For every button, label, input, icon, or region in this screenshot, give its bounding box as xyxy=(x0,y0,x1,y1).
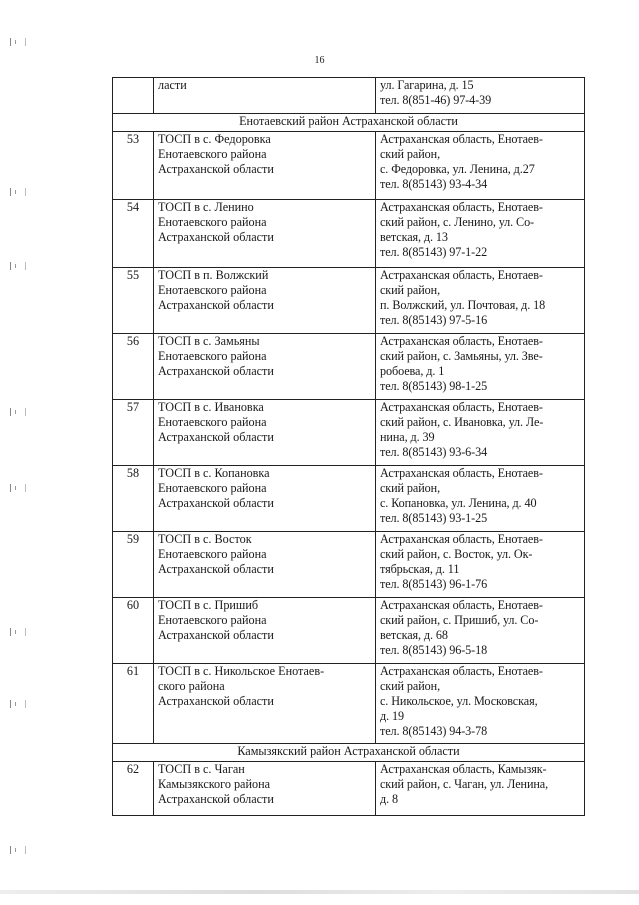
page-number: 16 xyxy=(314,55,325,66)
office-address xyxy=(376,598,585,664)
row-number: 55 xyxy=(113,268,154,334)
office-address-line: Астраханская область, Енотаев- xyxy=(380,532,543,546)
section-title: Енотаевский район Астраханской области xyxy=(113,114,585,132)
office-address-line: ский район, с. Замьяны, ул. Зве- xyxy=(380,349,543,363)
office-address xyxy=(376,334,585,400)
office-address xyxy=(376,268,585,334)
office-name-line: ского района xyxy=(158,679,225,693)
scan-edge xyxy=(0,890,639,894)
office-address-line: тел. 8(85143) 97-1-22 xyxy=(380,245,488,259)
row-number: 53 xyxy=(113,132,154,200)
office-address-line: с. Никольское, ул. Московская, xyxy=(380,694,538,708)
office-name-line: Астраханской области xyxy=(158,430,274,444)
table-row xyxy=(113,532,585,598)
office-name-line: ТОСП в п. Волжский xyxy=(158,268,269,282)
office-name-line: ТОСП в с. Копановка xyxy=(158,466,270,480)
scan-mark xyxy=(10,188,26,196)
office-address-line: тел. 8(85143) 93-4-34 xyxy=(380,177,488,191)
row-number: 57 xyxy=(113,400,154,466)
office-address-line: ул. Гагарина, д. 15 xyxy=(380,78,474,92)
office-address-line: тел. 8(85143) 93-6-34 xyxy=(380,445,488,459)
office-name-line: Енотаевского района xyxy=(158,613,267,627)
office-name-line: Астраханской области xyxy=(158,162,274,176)
office-address-line: ский район, xyxy=(380,679,441,693)
office-address-line: Астраханская область, Енотаев- xyxy=(380,598,543,612)
row-number: 59 xyxy=(113,532,154,598)
office-name-line: Енотаевского района xyxy=(158,415,267,429)
office-name-line: Астраханской области xyxy=(158,694,274,708)
office-name-line: Енотаевского района xyxy=(158,215,267,229)
office-address-line: ский район, с. Восток, ул. Ок- xyxy=(380,547,533,561)
office-address-line: тел. 8(85143) 96-5-18 xyxy=(380,643,488,657)
office-address-line: робоева, д. 1 xyxy=(380,364,445,378)
office-name-line: Камызякского района xyxy=(158,777,271,791)
scan-mark xyxy=(10,38,26,46)
office-name-line: ТОСП в с. Пришиб xyxy=(158,598,259,612)
table-row xyxy=(113,400,585,466)
office-address-line: ский район, с. Чаган, ул. Ленина, xyxy=(380,777,549,791)
office-name xyxy=(154,268,376,334)
section-row xyxy=(113,114,585,132)
scan-mark xyxy=(10,700,26,708)
office-name-line: Енотаевского района xyxy=(158,481,267,495)
office-name-line: ТОСП в с. Федоровка xyxy=(158,132,271,146)
office-address xyxy=(376,532,585,598)
scan-mark xyxy=(10,484,26,492)
office-address-line: ский район, с. Ленино, ул. Со- xyxy=(380,215,535,229)
offices-table xyxy=(112,77,585,816)
table-row xyxy=(113,762,585,816)
scan-mark xyxy=(10,408,26,416)
office-address-line: ский район, xyxy=(380,283,441,297)
office-address-line: ветская, д. 68 xyxy=(380,628,448,642)
office-address xyxy=(376,762,585,816)
office-address-line: Астраханская область, Енотаев- xyxy=(380,132,543,146)
office-address-line: Астраханская область, Енотаев- xyxy=(380,664,543,678)
office-name-line: ТОСП в с. Ленино xyxy=(158,200,254,214)
office-name xyxy=(154,132,376,200)
office-address xyxy=(376,466,585,532)
row-number: 62 xyxy=(113,762,154,816)
office-name-line: Астраханской области xyxy=(158,496,274,510)
office-name xyxy=(154,200,376,268)
table-row xyxy=(113,268,585,334)
office-address-line: тел. 8(85143) 97-5-16 xyxy=(380,313,488,327)
office-name-line: Астраханской области xyxy=(158,230,274,244)
office-address xyxy=(376,664,585,744)
office-address-line: Астраханская область, Камызяк- xyxy=(380,762,547,776)
office-name-line: Енотаевского района xyxy=(158,147,267,161)
office-address-line: тел. 8(85143) 96-1-76 xyxy=(380,577,488,591)
row-number: 58 xyxy=(113,466,154,532)
office-address xyxy=(376,78,585,114)
office-name-line: ласти xyxy=(158,78,187,92)
office-address-line: ский район, xyxy=(380,147,441,161)
scan-mark xyxy=(10,262,26,270)
section-row xyxy=(113,744,585,762)
table-row xyxy=(113,78,585,114)
office-name-line: ТОСП в с. Ивановка xyxy=(158,400,264,414)
office-address-line: Астраханская область, Енотаев- xyxy=(380,200,543,214)
office-name-line: ТОСП в с. Чаган xyxy=(158,762,245,776)
office-name-line: ТОСП в с. Никольское Енотаев- xyxy=(158,664,325,678)
office-address-line: п. Волжский, ул. Почтовая, д. 18 xyxy=(380,298,546,312)
office-address-line: тел. 8(85143) 98-1-25 xyxy=(380,379,488,393)
office-address-line: Астраханская область, Енотаев- xyxy=(380,466,543,480)
office-address-line: тел. 8(851-46) 97-4-39 xyxy=(380,93,492,107)
office-address-line: Астраханская область, Енотаев- xyxy=(380,400,543,414)
office-address-line: ский район, с. Ивановка, ул. Ле- xyxy=(380,415,544,429)
scan-mark xyxy=(10,846,26,854)
table-row xyxy=(113,598,585,664)
office-address-line: Астраханская область, Енотаев- xyxy=(380,268,543,282)
office-name xyxy=(154,334,376,400)
office-address-line: нина, д. 39 xyxy=(380,430,435,444)
office-name xyxy=(154,466,376,532)
row-number: 54 xyxy=(113,200,154,268)
office-address xyxy=(376,200,585,268)
office-name-line: Енотаевского района xyxy=(158,283,267,297)
office-name-line: Астраханской области xyxy=(158,792,274,806)
table-row xyxy=(113,132,585,200)
office-address-line: тел. 8(85143) 94-3-78 xyxy=(380,724,488,738)
table-row xyxy=(113,466,585,532)
row-number xyxy=(113,78,154,114)
office-address xyxy=(376,132,585,200)
section-title: Камызякский район Астраханской области xyxy=(113,744,585,762)
table-row xyxy=(113,664,585,744)
scan-mark xyxy=(10,628,26,636)
office-name xyxy=(154,762,376,816)
office-name-line: Енотаевского района xyxy=(158,349,267,363)
row-number: 61 xyxy=(113,664,154,744)
office-name-line: Астраханской области xyxy=(158,298,274,312)
office-name-line: ТОСП в с. Замьяны xyxy=(158,334,260,348)
office-address-line: с. Федоровка, ул. Ленина, д.27 xyxy=(380,162,535,176)
row-number: 60 xyxy=(113,598,154,664)
office-address-line: ветская, д. 13 xyxy=(380,230,448,244)
office-name xyxy=(154,598,376,664)
office-address-line: д. 19 xyxy=(380,709,404,723)
office-name-line: Астраханской области xyxy=(158,562,274,576)
office-address-line: ский район, xyxy=(380,481,441,495)
office-address-line: Астраханская область, Енотаев- xyxy=(380,334,543,348)
office-name-line: Астраханской области xyxy=(158,628,274,642)
office-name xyxy=(154,664,376,744)
table-row xyxy=(113,334,585,400)
row-number: 56 xyxy=(113,334,154,400)
office-address-line: тябрьская, д. 11 xyxy=(380,562,460,576)
office-address-line: тел. 8(85143) 93-1-25 xyxy=(380,511,488,525)
office-address-line: д. 8 xyxy=(380,792,398,806)
office-name xyxy=(154,400,376,466)
office-address xyxy=(376,400,585,466)
office-name xyxy=(154,78,376,114)
office-name-line: Астраханской области xyxy=(158,364,274,378)
offices-table-body xyxy=(113,78,585,816)
table-row xyxy=(113,200,585,268)
office-name-line: ТОСП в с. Восток xyxy=(158,532,252,546)
office-address-line: ский район, с. Пришиб, ул. Со- xyxy=(380,613,539,627)
office-name-line: Енотаевского района xyxy=(158,547,267,561)
office-name xyxy=(154,532,376,598)
office-address-line: с. Копановка, ул. Ленина, д. 40 xyxy=(380,496,537,510)
